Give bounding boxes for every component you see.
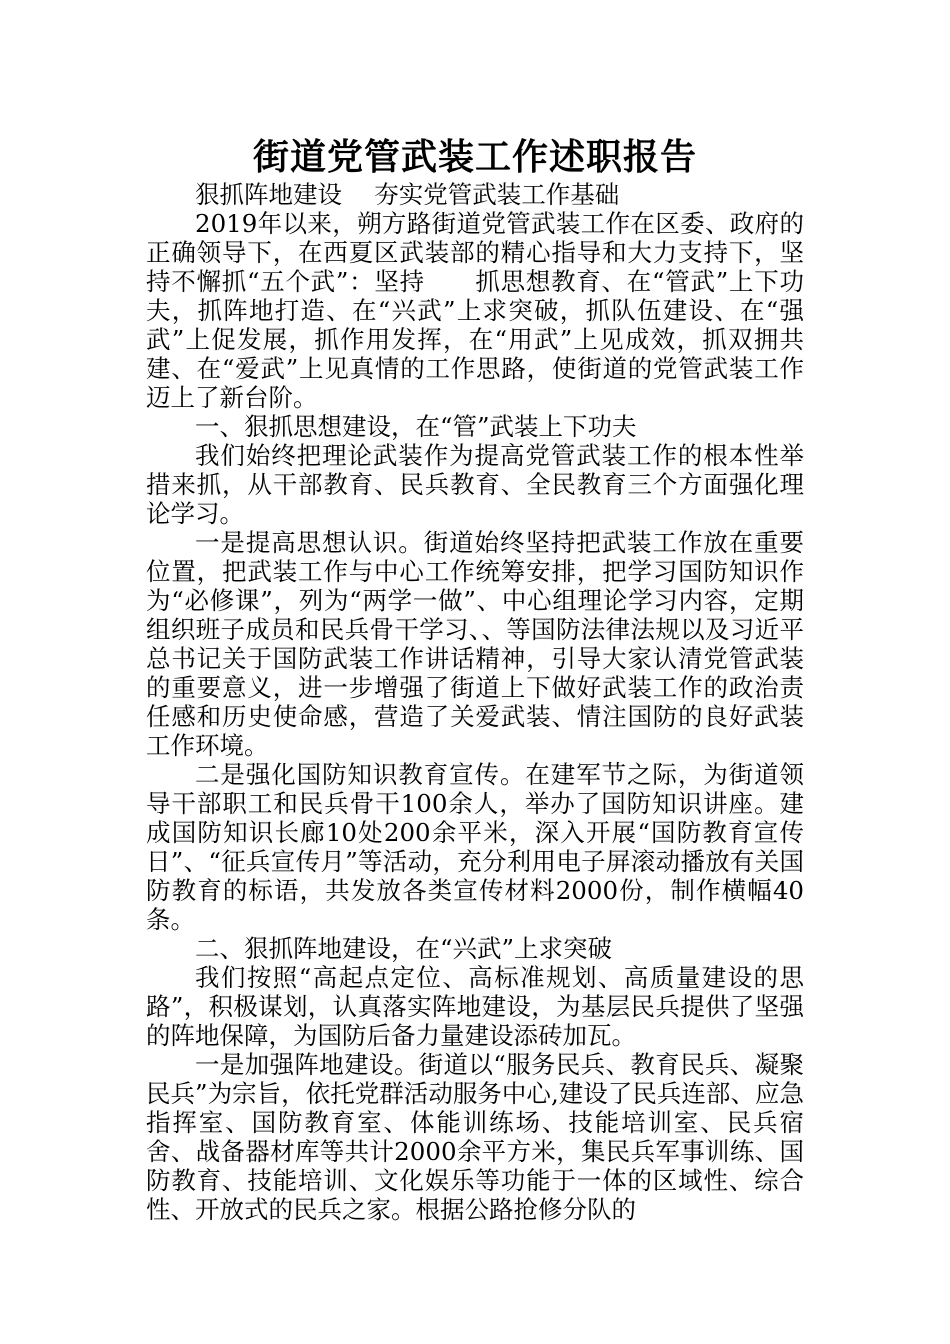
section-heading-1: 一、狠抓思想建设，在“管”武装上下功夫 [195, 412, 637, 441]
paragraph: 一是加强阵地建设。街道以“服务民兵、教育民兵、凝聚民兵”为宗旨，依托党群活动服务中心,建设了民兵连部、应急指挥室、国防教育室、体能训练场、技能培训室、民兵宿舍、战备器材库等共计2000余平方米，集民兵军事训练、国防教育、技能培训、文化娱乐等功能于一体的区域性、综合性、开放式的民兵之家。根据公路抢修分队的 [146, 1050, 804, 1224]
document-body [146, 180, 804, 1224]
section-heading-2: 二、狠抓阵地建设，在“兴武”上求突破 [195, 934, 613, 963]
paragraph: 我们按照“高起点定位、高标准规划、高质量建设的思路”，积极谋划，认真落实阵地建设，为基层民兵提供了坚强的阵地保障，为国防后备力量建设添砖加瓦。 [146, 963, 804, 1050]
paragraph-intro: 2019年以来，朔方路街道党管武装工作在区委、政府的正确领导下，在西夏区武装部的精心指导和大力支持下，坚持不懈抓“五个武”：坚持 抓思想教育、在“管武”上下功夫，抓阵地打造、在“兴武”上求突破，抓队伍建设、在“强武”上促发展，抓作用发挥，在“用武”上见成效，抓双拥共建、在“爱武”上见真情的工作思路，使街道的党管武装工作迈上了新台阶。 [146, 209, 804, 412]
paragraph: 二是强化国防知识教育宣传。在建军节之际，为街道领导干部职工和民兵骨干100余人，举办了国防知识讲座。建成国防知识长廊10处200余平米，深入开展“国防教育宣传日”、“征兵宣传月”等活动，充分利用电子屏滚动播放有关国防教育的标语，共发放各类宣传材料2000份，制作横幅40条。 [146, 760, 804, 934]
document-title: 街道党管武装工作述职报告 [252, 136, 697, 178]
paragraph: 我们始终把理论武装作为提高党管武装工作的根本性举措来抓，从干部教育、民兵教育、全民教育三个方面强化理论学习。 [146, 441, 804, 528]
paragraph: 一是提高思想认识。街道始终坚持把武装工作放在重要位置，把武装工作与中心工作统筹安排，把学习国防知识作为“必修课”，列为“两学一做”、中心组理论学习内容，定期组织班子成员和民兵骨干学习、、等国防法律法规以及习近平总书记关于国防武装工作讲话精神，引导大家认清党管武装的重要意义，进一步增强了街道上下做好武装工作的政治责任感和历史使命感，营造了关爱武装、情注国防的良好武装工作环境。 [146, 528, 804, 760]
paragraph-subtitle: 狠抓阵地建设 夯实党管武装工作基础 [195, 180, 620, 209]
